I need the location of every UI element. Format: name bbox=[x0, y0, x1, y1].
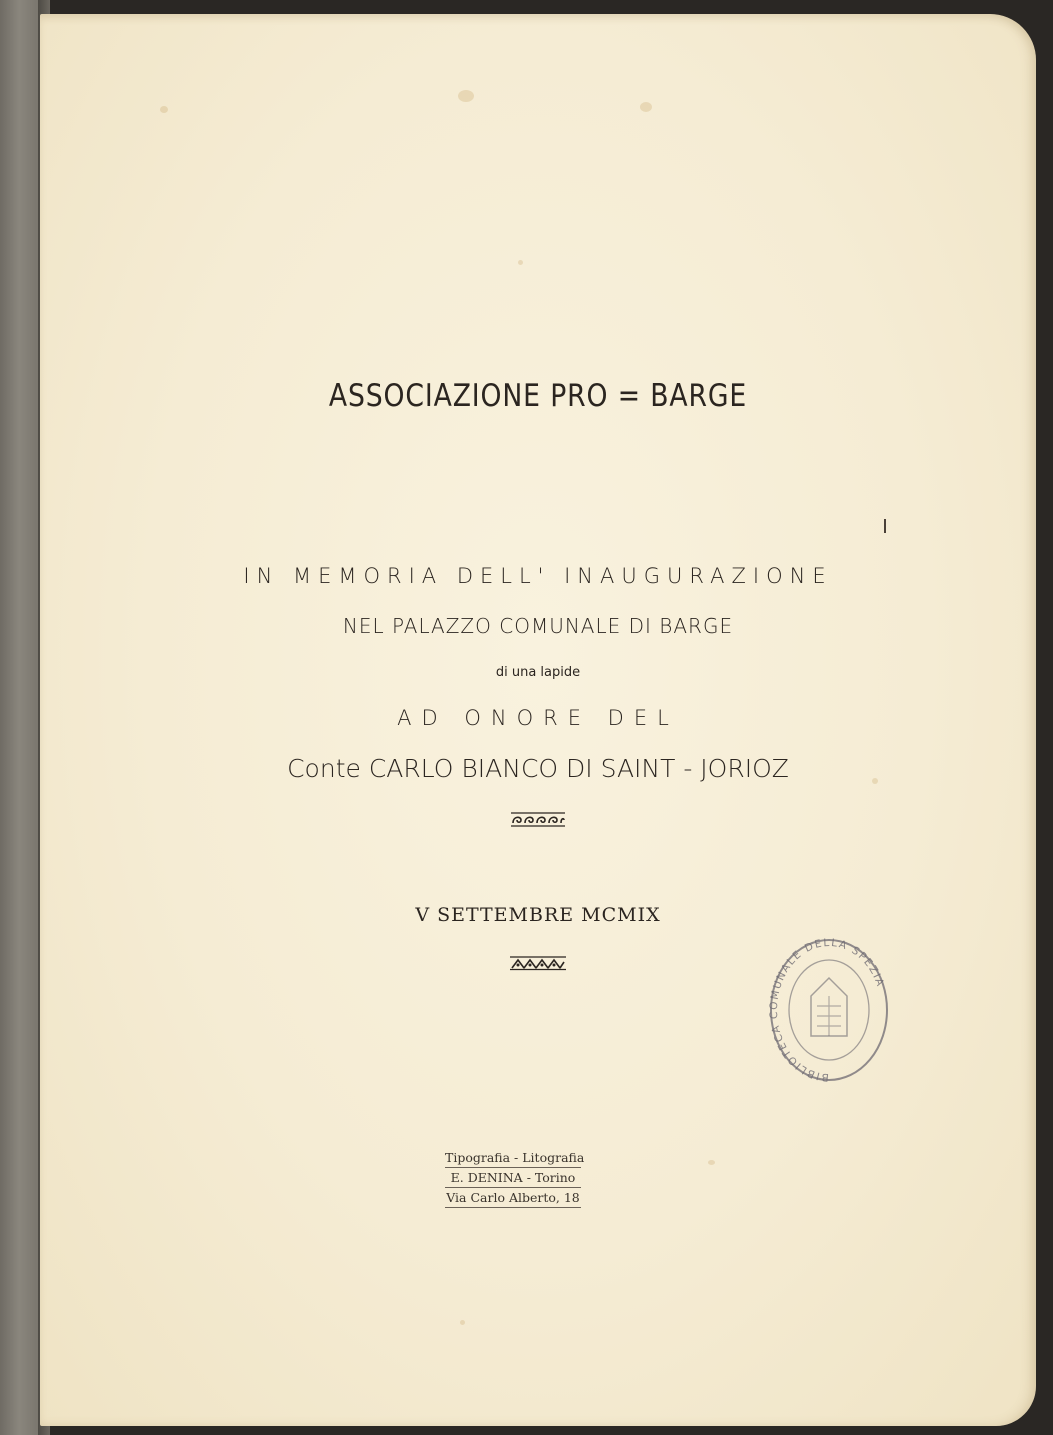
stamp-text: BIBLIOTECA COMUNALE DELLA SPEZIA bbox=[767, 936, 887, 1084]
foxing-spot bbox=[160, 106, 168, 113]
dedication-line-lapide: di una lapide bbox=[495, 665, 581, 680]
foxing-spot bbox=[458, 90, 474, 102]
printer-line: Tipografia - Litografia bbox=[445, 1148, 581, 1168]
dedication-line-onore: AD ONORE DEL bbox=[397, 706, 679, 730]
honoree-name: Conte CARLO BIANCO DI SAINT - JORIOZ bbox=[287, 754, 789, 783]
library-stamp-icon bbox=[767, 936, 892, 1086]
foxing-spot bbox=[518, 260, 523, 265]
publication-date: V SETTEMBRE MCMIX bbox=[415, 904, 661, 926]
foxing-spot bbox=[640, 102, 652, 112]
ink-mark bbox=[884, 519, 886, 533]
printer-line: Via Carlo Alberto, 18 bbox=[445, 1188, 581, 1208]
dedication-line-palazzo: NEL PALAZZO COMUNALE DI BARGE bbox=[342, 614, 734, 638]
ornament-wave-icon bbox=[40, 812, 1036, 828]
printer-imprint bbox=[445, 1148, 585, 1208]
foxing-spot bbox=[708, 1160, 715, 1165]
printer-line: E. DENINA - Torino bbox=[445, 1168, 581, 1188]
foxing-spot bbox=[460, 1320, 465, 1325]
page-title: ASSOCIAZIONE PRO = BARGE bbox=[328, 378, 748, 414]
title-page bbox=[40, 14, 1036, 1426]
dedication-line-memoria: IN MEMORIA DELL' INAUGURAZIONE bbox=[243, 564, 833, 588]
